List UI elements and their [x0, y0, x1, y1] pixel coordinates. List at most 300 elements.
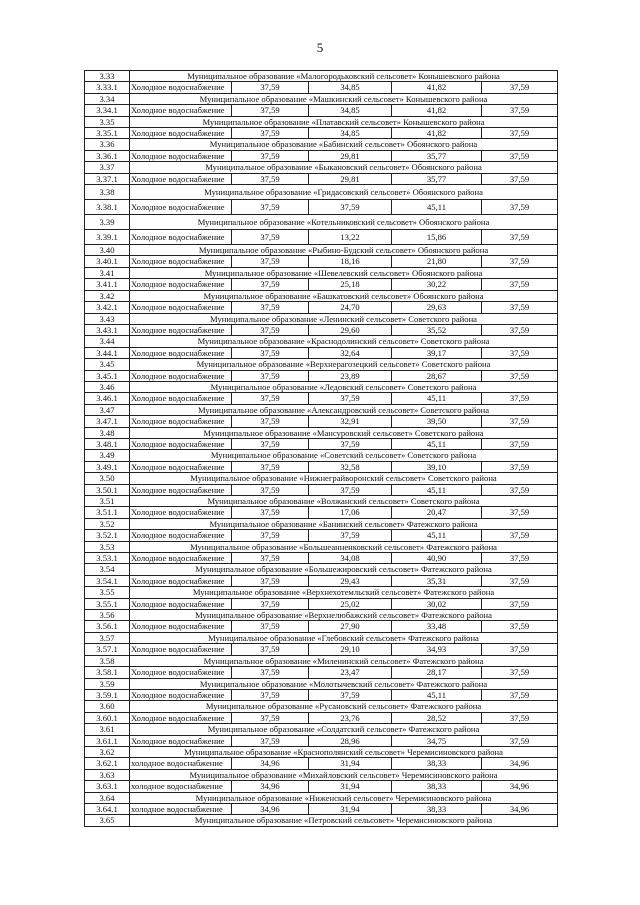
payment-value: 45,11 [392, 484, 482, 495]
tariff-value-2: 37,59 [482, 644, 558, 655]
section-number: 3.35 [85, 116, 130, 127]
service-name: Холодное водоснабжение [130, 370, 232, 381]
consumption-value: 25,18 [309, 279, 392, 290]
tariff-value-2: 37,59 [482, 150, 558, 161]
tariff-value: 37,59 [232, 150, 309, 161]
section-header-row [85, 815, 558, 826]
tariff-table [84, 70, 558, 827]
section-number: 3.61 [85, 724, 130, 735]
tariff-table-body [85, 71, 558, 827]
consumption-value: 37,59 [309, 484, 392, 495]
subsection-number: 3.57.1 [85, 644, 130, 655]
section-title: Муниципальное образование «Волжанский сельсовет» Советского района [130, 496, 558, 507]
tariff-data-row [85, 507, 558, 518]
tariff-data-row [85, 484, 558, 495]
tariff-value-2: 37,59 [482, 553, 558, 564]
tariff-value-2: 37,59 [482, 279, 558, 290]
consumption-value: 27,90 [309, 621, 392, 632]
consumption-value: 23,76 [309, 712, 392, 723]
subsection-number: 3.48.1 [85, 438, 130, 449]
section-number: 3.47 [85, 404, 130, 415]
section-header-row [85, 769, 558, 780]
section-header-row [85, 746, 558, 757]
section-number: 3.57 [85, 632, 130, 643]
tariff-data-row [85, 598, 558, 609]
section-header-row [85, 245, 558, 256]
service-name: Холодное водоснабжение [130, 279, 232, 290]
payment-value: 35,77 [392, 173, 482, 184]
tariff-value: 37,59 [232, 279, 309, 290]
section-header-row [85, 473, 558, 484]
section-header-row [85, 701, 558, 712]
section-number: 3.37 [85, 162, 130, 173]
tariff-value: 34,96 [232, 781, 309, 792]
service-name: Холодное водоснабжение [130, 530, 232, 541]
subsection-number: 3.63.1 [85, 781, 130, 792]
tariff-value-2: 37,59 [482, 82, 558, 93]
subsection-number: 3.60.1 [85, 712, 130, 723]
tariff-value-2: 37,59 [482, 735, 558, 746]
tariff-data-row [85, 689, 558, 700]
tariff-data-row [85, 758, 558, 769]
section-number: 3.48 [85, 427, 130, 438]
subsection-number: 3.52.1 [85, 530, 130, 541]
tariff-data-row [85, 230, 558, 245]
subsection-number: 3.47.1 [85, 416, 130, 427]
payment-value: 35,31 [392, 575, 482, 586]
payment-value: 33,48 [392, 621, 482, 632]
section-number: 3.42 [85, 290, 130, 301]
tariff-value-2: 34,96 [482, 803, 558, 814]
payment-value: 45,11 [392, 689, 482, 700]
subsection-number: 3.61.1 [85, 735, 130, 746]
section-number: 3.34 [85, 93, 130, 104]
subsection-number: 3.55.1 [85, 598, 130, 609]
section-title: Муниципальное образование «Рыбино-Будский сельсовет» Обоянского района [130, 245, 558, 256]
section-header-row [85, 541, 558, 552]
subsection-number: 3.43.1 [85, 324, 130, 335]
tariff-value: 37,59 [232, 370, 309, 381]
subsection-number: 3.49.1 [85, 461, 130, 472]
section-title: Муниципальное образование «Шевелевский сельсовет» Обоянского района [130, 267, 558, 278]
section-number: 3.41 [85, 267, 130, 278]
section-header-row [85, 381, 558, 392]
section-number: 3.62 [85, 746, 130, 757]
payment-value: 30,22 [392, 279, 482, 290]
consumption-value: 17,06 [309, 507, 392, 518]
section-title: Муниципальное образование «Краснополянский сельсовет» Черемисиновского района [130, 746, 558, 757]
consumption-value: 29,10 [309, 644, 392, 655]
section-title: Муниципальное образование «Машкинский сельсовет» Конышевского района [130, 93, 558, 104]
tariff-value-2: 37,59 [482, 461, 558, 472]
payment-value: 35,52 [392, 324, 482, 335]
section-header-row [85, 313, 558, 324]
tariff-value-2: 37,59 [482, 370, 558, 381]
service-name: Холодное водоснабжение [130, 393, 232, 404]
tariff-value-2: 37,59 [482, 128, 558, 139]
section-number: 3.39 [85, 215, 130, 230]
section-title: Муниципальное образование «Мансуровский сельсовет» Советского района [130, 427, 558, 438]
subsection-number: 3.34.1 [85, 105, 130, 116]
payment-value: 45,11 [392, 438, 482, 449]
tariff-value-2: 37,59 [482, 507, 558, 518]
tariff-value: 34,96 [232, 803, 309, 814]
consumption-value: 32,64 [309, 347, 392, 358]
tariff-value: 37,59 [232, 712, 309, 723]
tariff-value-2: 37,59 [482, 347, 558, 358]
tariff-value-2: 37,59 [482, 575, 558, 586]
section-header-row [85, 450, 558, 461]
service-name: Холодное водоснабжение [130, 82, 232, 93]
consumption-value: 32,91 [309, 416, 392, 427]
section-number: 3.33 [85, 71, 130, 82]
tariff-value: 34,96 [232, 758, 309, 769]
section-header-row [85, 564, 558, 575]
tariff-data-row [85, 575, 558, 586]
tariff-data-row [85, 461, 558, 472]
subsection-number: 3.33.1 [85, 82, 130, 93]
section-number: 3.64 [85, 792, 130, 803]
section-title: Муниципальное образование «Ленинский сельсовет» Советского района [130, 313, 558, 324]
subsection-number: 3.64.1 [85, 803, 130, 814]
tariff-value: 37,59 [232, 302, 309, 313]
section-title: Муниципальное образование «Нижнеграйворонский сельсовет» Советского района [130, 473, 558, 484]
section-header-row [85, 404, 558, 415]
consumption-value: 29,43 [309, 575, 392, 586]
payment-value: 28,67 [392, 370, 482, 381]
payment-value: 41,82 [392, 128, 482, 139]
consumption-value: 37,59 [309, 530, 392, 541]
tariff-value-2: 37,59 [482, 302, 558, 313]
section-number: 3.43 [85, 313, 130, 324]
tariff-value-2: 37,59 [482, 598, 558, 609]
section-header-row [85, 632, 558, 643]
section-title: Муниципальное образование «Александровский сельсовет» Советского района [130, 404, 558, 415]
payment-value: 39,17 [392, 347, 482, 358]
service-name: Холодное водоснабжение [130, 416, 232, 427]
section-title: Муниципальное образование «Краснодолинский сельсовет» Советского района [130, 336, 558, 347]
section-title: Муниципальное образование «Банинский сельсовет» Фатежского района [130, 518, 558, 529]
service-name: Холодное водоснабжение [130, 484, 232, 495]
tariff-value: 37,59 [232, 230, 309, 245]
section-title: Муниципальное образование «Бабинский сельсовет» Обоянского района [130, 139, 558, 150]
section-number: 3.50 [85, 473, 130, 484]
payment-value: 38,33 [392, 758, 482, 769]
payment-value: 20,47 [392, 507, 482, 518]
payment-value: 29,63 [392, 302, 482, 313]
payment-value: 45,11 [392, 200, 482, 215]
tariff-value-2: 34,96 [482, 781, 558, 792]
tariff-value: 37,59 [232, 173, 309, 184]
tariff-data-row [85, 370, 558, 381]
section-number: 3.49 [85, 450, 130, 461]
payment-value: 15,86 [392, 230, 482, 245]
tariff-value: 37,59 [232, 644, 309, 655]
tariff-data-row [85, 803, 558, 814]
subsection-number: 3.36.1 [85, 150, 130, 161]
tariff-value: 37,59 [232, 438, 309, 449]
tariff-data-row [85, 553, 558, 564]
tariff-value: 37,59 [232, 256, 309, 267]
section-title: Муниципальное образование «Русановский сельсовет» Фатежского района [130, 701, 558, 712]
tariff-value: 37,59 [232, 689, 309, 700]
section-number: 3.38 [85, 185, 130, 200]
payment-value: 41,82 [392, 82, 482, 93]
subsection-number: 3.58.1 [85, 667, 130, 678]
section-number: 3.45 [85, 359, 130, 370]
tariff-value: 37,59 [232, 621, 309, 632]
tariff-value: 37,59 [232, 598, 309, 609]
tariff-value: 37,59 [232, 393, 309, 404]
section-number: 3.63 [85, 769, 130, 780]
tariff-value: 37,59 [232, 553, 309, 564]
section-header-row [85, 116, 558, 127]
section-header-row [85, 336, 558, 347]
section-header-row [85, 496, 558, 507]
section-header-row [85, 610, 558, 621]
section-header-row [85, 587, 558, 598]
subsection-number: 3.51.1 [85, 507, 130, 518]
subsection-number: 3.35.1 [85, 128, 130, 139]
service-name: Холодное водоснабжение [130, 644, 232, 655]
consumption-value: 37,59 [309, 438, 392, 449]
section-number: 3.53 [85, 541, 130, 552]
tariff-value: 37,59 [232, 105, 309, 116]
consumption-value: 24,70 [309, 302, 392, 313]
consumption-value: 32,58 [309, 461, 392, 472]
tariff-value-2: 37,59 [482, 621, 558, 632]
consumption-value: 13,22 [309, 230, 392, 245]
tariff-data-row [85, 621, 558, 632]
section-header-row [85, 93, 558, 104]
service-name: Холодное водоснабжение [130, 689, 232, 700]
consumption-value: 37,59 [309, 393, 392, 404]
subsection-number: 3.41.1 [85, 279, 130, 290]
tariff-data-row [85, 667, 558, 678]
section-title: Муниципальное образование «Гридасовский сельсовет» Обоянского района [130, 185, 558, 200]
tariff-value: 37,59 [232, 667, 309, 678]
consumption-value: 23,89 [309, 370, 392, 381]
service-name: Холодное водоснабжение [130, 553, 232, 564]
consumption-value: 37,59 [309, 689, 392, 700]
service-name: Холодное водоснабжение [130, 461, 232, 472]
subsection-number: 3.39.1 [85, 230, 130, 245]
section-title: Муниципальное образование «Башкатовский сельсовет» Обоянского района [130, 290, 558, 301]
section-header-row [85, 427, 558, 438]
consumption-value: 34,85 [309, 128, 392, 139]
tariff-value-2: 37,59 [482, 689, 558, 700]
tariff-value-2: 37,59 [482, 667, 558, 678]
tariff-value: 37,59 [232, 416, 309, 427]
tariff-value: 37,59 [232, 347, 309, 358]
subsection-number: 3.50.1 [85, 484, 130, 495]
section-title: Муниципальное образование «Большежировский сельсовет» Фатежского района [130, 564, 558, 575]
section-header-row [85, 162, 558, 173]
subsection-number: 3.56.1 [85, 621, 130, 632]
section-title: Муниципальное образование «Петровский сельсовет» Черемисиновского района [130, 815, 558, 826]
tariff-data-row [85, 150, 558, 161]
subsection-number: 3.42.1 [85, 302, 130, 313]
section-title: Муниципальное образование «Советский сельсовет» Советского района [130, 450, 558, 461]
payment-value: 35,77 [392, 150, 482, 161]
tariff-data-row [85, 324, 558, 335]
subsection-number: 3.38.1 [85, 200, 130, 215]
payment-value: 28,17 [392, 667, 482, 678]
tariff-data-row [85, 173, 558, 184]
tariff-data-row [85, 105, 558, 116]
payment-value: 45,11 [392, 393, 482, 404]
section-header-row [85, 359, 558, 370]
section-title: Муниципальное образование «Верхнерагозецкий сельсовет» Советского района [130, 359, 558, 370]
section-title: Муниципальное образование «Глебовский сельсовет» Фатежского района [130, 632, 558, 643]
tariff-value-2: 37,59 [482, 200, 558, 215]
tariff-data-row [85, 279, 558, 290]
section-title: Муниципальное образование «Солдатский сельсовет» Фатежского района [130, 724, 558, 735]
service-name: Холодное водоснабжение [130, 256, 232, 267]
service-name: холодное водоснабжение [130, 803, 232, 814]
payment-value: 39,50 [392, 416, 482, 427]
service-name: Холодное водоснабжение [130, 575, 232, 586]
consumption-value: 28,96 [309, 735, 392, 746]
tariff-data-row [85, 644, 558, 655]
consumption-value: 31,94 [309, 803, 392, 814]
subsection-number: 3.54.1 [85, 575, 130, 586]
tariff-value: 37,59 [232, 484, 309, 495]
section-header-row [85, 792, 558, 803]
service-name: Холодное водоснабжение [130, 598, 232, 609]
tariff-value: 37,59 [232, 735, 309, 746]
payment-value: 38,33 [392, 803, 482, 814]
section-number: 3.56 [85, 610, 130, 621]
tariff-value: 37,59 [232, 200, 309, 215]
section-number: 3.51 [85, 496, 130, 507]
payment-value: 30,02 [392, 598, 482, 609]
section-header-row [85, 185, 558, 200]
payment-value: 34,93 [392, 644, 482, 655]
tariff-value-2: 37,59 [482, 173, 558, 184]
tariff-value-2: 37,59 [482, 393, 558, 404]
section-header-row [85, 215, 558, 230]
tariff-value: 37,59 [232, 82, 309, 93]
service-name: холодное водоснабжение [130, 781, 232, 792]
section-title: Муниципальное образование «Большеанненковский сельсовет» Фатежского района [130, 541, 558, 552]
tariff-data-row [85, 128, 558, 139]
section-header-row [85, 518, 558, 529]
section-title: Муниципальное образование «Ниженский сельсовет» Черемисиновского района [130, 792, 558, 803]
tariff-value: 37,59 [232, 128, 309, 139]
service-name: Холодное водоснабжение [130, 621, 232, 632]
consumption-value: 34,85 [309, 82, 392, 93]
service-name: Холодное водоснабжение [130, 324, 232, 335]
page-number: 5 [316, 40, 324, 55]
section-header-row [85, 290, 558, 301]
tariff-value: 37,59 [232, 324, 309, 335]
section-header-row [85, 267, 558, 278]
tariff-data-row [85, 302, 558, 313]
payment-value: 40,90 [392, 553, 482, 564]
section-title: Муниципальное образование «Котельниковский сельсовет» Обоянского района [130, 215, 558, 230]
tariff-data-row [85, 712, 558, 723]
payment-value: 21,80 [392, 256, 482, 267]
subsection-number: 3.62.1 [85, 758, 130, 769]
section-header-row [85, 678, 558, 689]
tariff-value-2: 37,59 [482, 324, 558, 335]
tariff-value-2: 37,59 [482, 230, 558, 245]
section-number: 3.55 [85, 587, 130, 598]
section-number: 3.44 [85, 336, 130, 347]
tariff-data-row [85, 781, 558, 792]
tariff-data-row [85, 438, 558, 449]
tariff-value-2: 37,59 [482, 484, 558, 495]
tariff-value-2: 37,59 [482, 256, 558, 267]
consumption-value: 31,94 [309, 781, 392, 792]
tariff-data-row [85, 735, 558, 746]
consumption-value: 18,16 [309, 256, 392, 267]
service-name: Холодное водоснабжение [130, 128, 232, 139]
tariff-value-2: 37,59 [482, 712, 558, 723]
payment-value: 41,82 [392, 105, 482, 116]
consumption-value: 34,85 [309, 105, 392, 116]
section-number: 3.59 [85, 678, 130, 689]
service-name: холодное водоснабжение [130, 758, 232, 769]
service-name: Холодное водоснабжение [130, 105, 232, 116]
subsection-number: 3.53.1 [85, 553, 130, 564]
tariff-value: 37,59 [232, 461, 309, 472]
section-title: Муниципальное образование «Малогородьковский сельсовет» Конышевского района [130, 71, 558, 82]
service-name: Холодное водоснабжение [130, 173, 232, 184]
section-header-row [85, 71, 558, 82]
consumption-value: 23,47 [309, 667, 392, 678]
tariff-data-row [85, 393, 558, 404]
service-name: Холодное водоснабжение [130, 735, 232, 746]
tariff-value-2: 37,59 [482, 105, 558, 116]
consumption-value: 25,02 [309, 598, 392, 609]
service-name: Холодное водоснабжение [130, 667, 232, 678]
tariff-data-row [85, 416, 558, 427]
service-name: Холодное водоснабжение [130, 150, 232, 161]
section-title: Муниципальное образование «Быкановский сельсовет» Обоянского района [130, 162, 558, 173]
consumption-value: 37,59 [309, 200, 392, 215]
service-name: Холодное водоснабжение [130, 230, 232, 245]
consumption-value: 34,08 [309, 553, 392, 564]
section-title: Муниципальное образование «Верхнехотемльский сельсовет» Фатежского района [130, 587, 558, 598]
payment-value: 28,52 [392, 712, 482, 723]
section-title: Муниципальное образование «Миленинский сельсовет» Фатежского района [130, 655, 558, 666]
section-title: Муниципальное образование «Верхнелюбажский сельсовет» Фатежского района [130, 610, 558, 621]
section-number: 3.36 [85, 139, 130, 150]
subsection-number: 3.40.1 [85, 256, 130, 267]
tariff-value-2: 34,96 [482, 758, 558, 769]
consumption-value: 29,81 [309, 173, 392, 184]
consumption-value: 31,94 [309, 758, 392, 769]
tariff-data-row [85, 347, 558, 358]
section-title: Муниципальное образование «Ледовский сельсовет» Советского района [130, 381, 558, 392]
section-number: 3.40 [85, 245, 130, 256]
section-header-row [85, 655, 558, 666]
tariff-value: 37,59 [232, 575, 309, 586]
section-number: 3.54 [85, 564, 130, 575]
service-name: Холодное водоснабжение [130, 712, 232, 723]
service-name: Холодное водоснабжение [130, 302, 232, 313]
tariff-value-2: 37,59 [482, 530, 558, 541]
tariff-value: 37,59 [232, 507, 309, 518]
service-name: Холодное водоснабжение [130, 200, 232, 215]
section-title: Муниципальное образование «Михайловский сельсовет» Черемисиновского района [130, 769, 558, 780]
service-name: Холодное водоснабжение [130, 438, 232, 449]
payment-value: 39,10 [392, 461, 482, 472]
section-number: 3.60 [85, 701, 130, 712]
subsection-number: 3.46.1 [85, 393, 130, 404]
